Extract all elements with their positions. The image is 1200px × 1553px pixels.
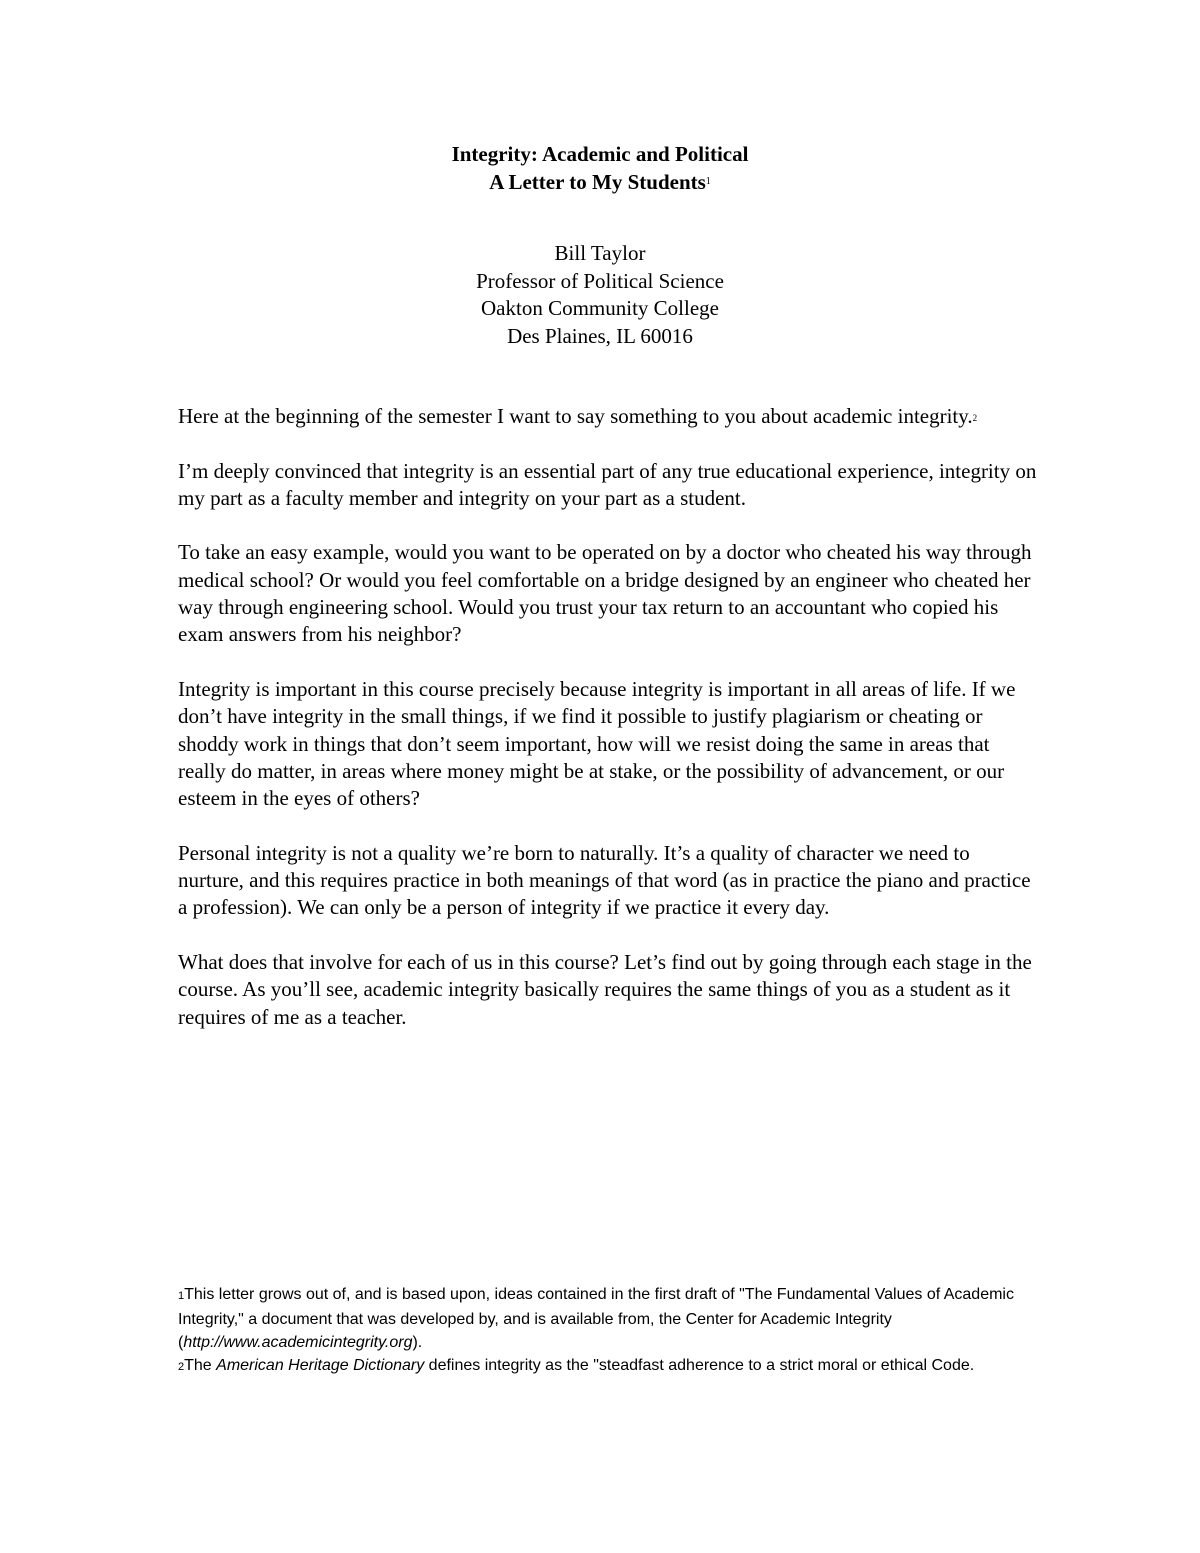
footnote-2-text-a: The [184, 1357, 217, 1374]
title-footnote-marker[interactable]: 1 [705, 176, 711, 187]
footnote-1-text-a: This letter grows out of, and is based upon, ideas contained in the first draft of "The Fundamental Values of Academic Integrity," a document that was developed by, and is available from, the Center for Academic Integrity ( [178, 1286, 1014, 1351]
footnote-2 [178, 1354, 1038, 1379]
footnotes [178, 1283, 1038, 1379]
title-line-2 [0, 168, 1200, 196]
footnote-1-text-b: ). [412, 1334, 423, 1351]
author-location: Des Plaines, IL 60016 [507, 323, 693, 348]
author-block [0, 240, 1200, 350]
paragraph-2: I’m deeply convinced that integrity is an essential part of any true educational experience, integrity on my part as a faculty member and integrity on your part as a student. [178, 458, 1037, 510]
letter-body [178, 403, 1038, 1058]
title-line-1: Integrity: Academic and Political [451, 142, 749, 166]
paragraph-3: To take an easy example, would you want to be operated on by a doctor who cheated his way through medical school? Or would you feel comfortable on a bridge designed by an engineer who cheated her way through engineering school. Would you trust your tax return to an accountant who copied his exam answers from his neighbor? [178, 540, 1032, 647]
author-position: Professor of Political Science [476, 268, 724, 293]
author-name: Bill Taylor [554, 241, 646, 265]
paragraph-1 [178, 403, 1038, 430]
paragraph-4: Integrity is important in this course precisely because integrity is important in all areas of life. If we don’t have integrity in the small things, if we find it possible to justify plagiarism or cheating or shoddy work in things that don’t seem important, how will we resist doing the same in areas that really do matter, in areas where money might be at stake, or the possibility of advancement, or our esteem in the eyes of others? [178, 676, 1016, 811]
footnote-1-url-link[interactable]: http://www.academicintegrity.org [183, 1334, 413, 1351]
title-line-2-text: A Letter to My Students [489, 170, 706, 194]
footnote-2-italic-title: American Heritage Dictionary [216, 1357, 425, 1374]
footnote-2-number: 2 [178, 1361, 185, 1373]
paragraph-5: Personal integrity is not a quality we’re born to naturally. It’s a quality of character we need to nurture, and this requires practice in both meanings of that word (as in practice the piano and practice a profession). We can only be a person of integrity if we practice it every day. [178, 840, 1031, 920]
paragraph-1-footnote-marker[interactable]: 2 [972, 413, 978, 423]
footnote-1-number: 1 [178, 1290, 185, 1302]
author-institution: Oakton Community College [481, 296, 719, 320]
paragraph-1-text: Here at the beginning of the semester I want to say something to you about academic integrity. [178, 404, 973, 428]
footnote-2-text-b: defines integrity as the "steadfast adherence to a strict moral or ethical Code. [424, 1357, 975, 1374]
title-block [0, 140, 1200, 196]
paragraph-6: What does that involve for each of us in this course? Let’s find out by going through each stage in the course. As you’ll see, academic integrity basically requires the same things of you as a student as it requires of me as a teacher. [178, 949, 1032, 1029]
footnote-1 [178, 1283, 1038, 1354]
